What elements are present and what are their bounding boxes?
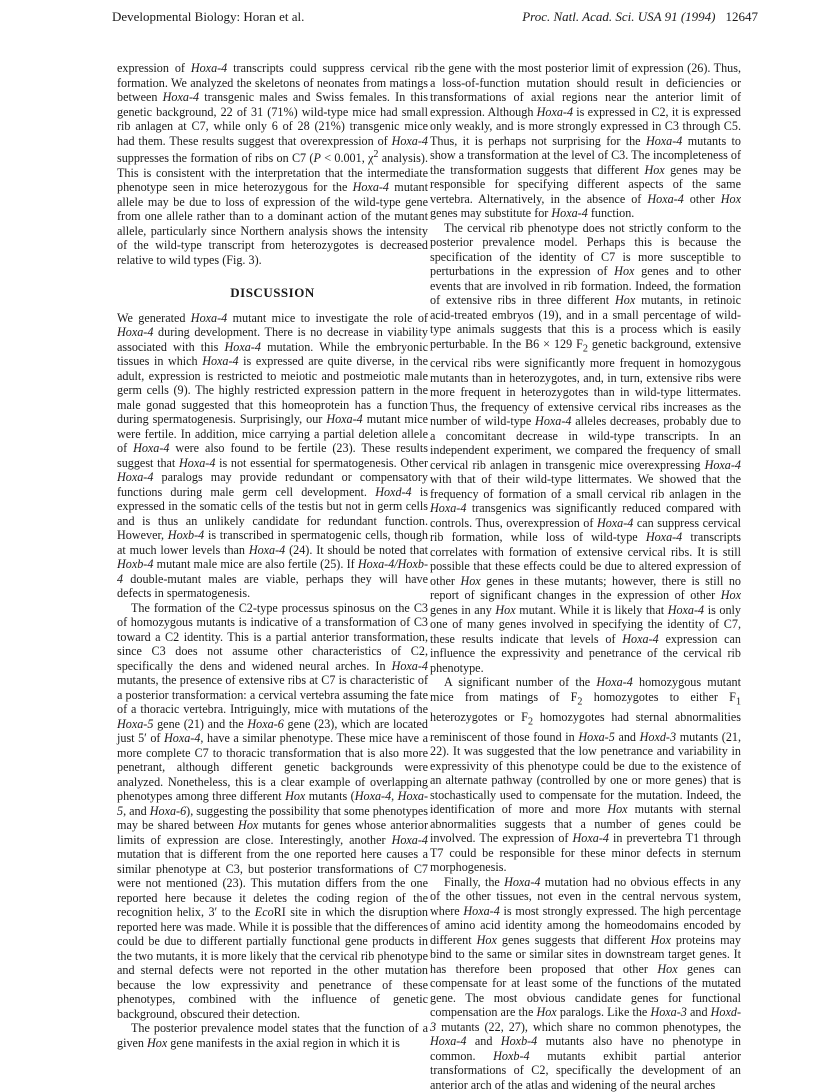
page-number: 12647 (725, 9, 758, 24)
paragraph: We generated Hoxa-4 mutant mice to investigate the role of Hoxa-4 during development. There is no decrease in viability associated with this Hoxa-4 mutation. While the embryonic tissues in which Hoxa-4 is expressed are quite diverse, in the adult, expression is restricted to meiotic and postmeiotic male germ cells (9). The highly restricted expression pattern in the male gonad suggested that this homeoprotein has a function during spermatogenesis. Surprisingly, our Hoxa-4 mutant mice were fertile. In addition, mice carrying a partial deletion allele of Hoxa-4 were also found to be fertile (23). These results suggest that Hoxa-4 is not essential for spermatogenesis. Other Hoxa-4 paralogs may provide redundant or compensatory functions during male germ cell development. Hoxd-4 is expressed in the somatic cells of the testis but not in germ cells and is thus an unlikely candidate for redundant function. However, Hoxb-4 is transcribed in spermatogenic cells, though at much lower levels than Hoxa-4 (24). It should be noted that Hoxb-4 mutant male mice are also fertile (25). If Hoxa-4/Hoxb-4 double-mutant males are viable, perhaps they will have defects in spermatogenesis. (117, 310, 429, 601)
paragraph: expression of Hoxa-4 transcripts could suppress cervical rib formation. We analyzed the skeletons of neonates from matings between Hoxa-4 transgenic males and Swiss females. In this genetic background, 22 of 31 (71%) wild-type mice had small rib anlagen at C7, while only 6 of 28 (21%) transgenic mice had them. These results suggest that overexpression of Hoxa-4 suppresses the formation of ribs on C7 (P < 0.001, $\chi^2$ analysis). This is consistent with the interpretation that the intermediate phenotype seen in mice heterozygous for the Hoxa-4 mutant allele may be due to loss of expression of the wild-type gene from one allele rather than to a dominant action of the mutant allele, particularly since Northern analysis shows the intensity of the wild-type transcript from heterozygotes is decreased relative to wild types (Fig. 3). (117, 61, 429, 267)
right-column (430, 61, 741, 1092)
paragraph: The formation of the C2-type processus spinosus on the C3 of homozygous mutants is indicative of a transformation of C3 toward a C2 identity. This is a partial anterior transformation, since C3 does not assume other characteristics of C2, specifically the dens and widened neural arches. In Hoxa-4 mutants, the presence of extensive ribs at C7 is characteristic of a posterior transformation: a cervical vertebra assuming the fate of a thoracic vertebra. Intriguingly, mice with mutations of the Hoxa-5 gene (21) and the Hoxa-6 gene (23), which are located just 5′ of Hoxa-4, have a similar phenotype. These mice have a more complete C7 to thoracic transformation that is also more penetrant, although different genetic backgrounds were analyzed. Nonetheless, this is a clear example of overlapping phenotypes among three different Hox mutants (Hoxa-4, Hoxa-5, and Hoxa-6), suggesting the possibility that some phenotypes may be shared between Hox mutants for genes whose anterior limits of expression are close. Interestingly, another Hoxa-4 mutation that is different from the one reported here causes a similar phenotype at C3, but posterior transformations of C7 were not mentioned (23). This mutation differs from the one reported here because it deletes the coding region of the recognition helix, 3′ to the EcoRI site in which the disruption reported here was made. While it is possible that the differences could be due to different partially functional gene products in the two mutants, it is more likely that the cervical rib phenotype and sternal defects were not reported in the other mutation because the low expressivity and penetrance of these phenotypes, combined with the influence of genetic background, obscured their detection. (117, 600, 429, 1021)
section-heading: DISCUSSION (230, 285, 315, 301)
left-column (117, 61, 428, 1050)
paragraph: The cervical rib phenotype does not strictly conform to the posterior prevalence model. Perhaps this is because the specification of the identity of C7 is more susceptible to perturbations in the expression of Hox genes and to other events that are involved in rib formation. Indeed, the formation of extensive ribs in three different Hox mutants, in retinoic acid-treated embryos (19), and in a small percentage of wild-type animals suggests that this is a process which is easily perturbable. In the B6 × 129 $F_2$ genetic background, extensive cervical ribs were significantly more frequent in homozygous mutants than in heterozygotes, and, in turn, extensive ribs were more frequent in heterozygotes than in wild-type littermates. Thus, the frequency of extensive cervical ribs increases as the number of wild-type Hoxa-4 alleles decreases, probably due to a concomitant decrease in wild-type transcripts. In an independent experiment, we compared the frequency of small cervical rib anlagen in transgenic mice overexpressing Hoxa-4 with that of their wild-type littermates. We showed that the frequency of formation of a small cervical rib anlagen in the Hoxa-4 transgenics was significantly reduced compared with controls. Thus, overexpression of Hoxa-4 can suppress cervical rib formation, while loss of wild-type Hoxa-4 transcripts correlates with formation of extensive cervical ribs. It is still possible that these effects could be due to altered expression of other Hox genes in these mutants; however, there is still no report of significant changes in the expression of other Hox genes in any Hox mutant. While it is likely that Hoxa-4 is only one of many genes involved in specifying the identity of C7, these results indicate that levels of Hoxa-4 expression can influence the expressivity and penetrance of the cervical rib phenotype. (430, 220, 742, 675)
journal-name: Proc. Natl. Acad. Sci. USA 91 (1994) (522, 9, 716, 24)
paragraph: the gene with the most posterior limit of expression (26). Thus, a loss-of-function mutation should result in deficiencies or transformations of axial regions near the anterior limit of expression. Although Hoxa-4 is expressed in C2, it is expressed only weakly, and is more strongly expressed in C3 through C5. Thus, it is perhaps not surprising for the Hoxa-4 mutants to show a transformation at the level of C3. The incompleteness of the transformation suggests that different Hox genes may be responsible for specifying different aspects of the same vertebra. Alternatively, in the absence of Hoxa-4 other Hox genes may substitute for Hoxa-4 function. (430, 61, 741, 220)
running-title: Developmental Biology: Horan et al. (112, 9, 305, 24)
paragraph: Finally, the Hoxa-4 mutation had no obvious effects in any of the other tissues, not even in the central nervous system, where Hoxa-4 is most strongly expressed. The high percentage of amino acid identity among the homeodomains encoded by different Hox genes suggests that different Hox proteins may bind to the same or similar sites in downstream target genes. It has therefore been proposed that other Hox genes can compensate for at least some of the functions of the mutated gene. The most obvious candidate genes for functional compensation are the Hox paralogs. Like the Hoxa-3 and Hoxd-3 mutants (22, 27), which share no common phenotypes, the Hoxa-4 and Hoxb-4 mutants also have no phenotype in common. Hoxb-4 mutants exhibit partial anterior transformations of C2, specifically the development of an anterior arch of the atlas and widening of the neural arches (430, 874, 742, 1092)
paragraph: The posterior prevalence model states that the function of a given Hox gene manifests in the axial region in which it is (117, 1021, 428, 1050)
paragraph: A significant number of the Hoxa-4 homozygous mutant mice from matings of $F_2$ homozygotes to either $F_1$ heterozygotes or $F_2$ homozygotes had sternal abnormalities reminiscent of those found in Hoxa-5 and Hoxd-3 mutants (21, 22). It was suggested that the low penetrance and variability in expressivity of this phenotype could be due to the existence of an alternate pathway (controlled by one or more genes) that is stochastically used to compensate for the mutation. Indeed, the identification of more and more Hox mutants with sternal abnormalities suggests that a number of genes could be involved. The expression of Hoxa-4 in prevertebra T1 through T7 could be responsible for these minor defects in sternum morphogenesis. (430, 675, 742, 875)
journal-citation (522, 9, 758, 25)
running-header (112, 9, 758, 29)
